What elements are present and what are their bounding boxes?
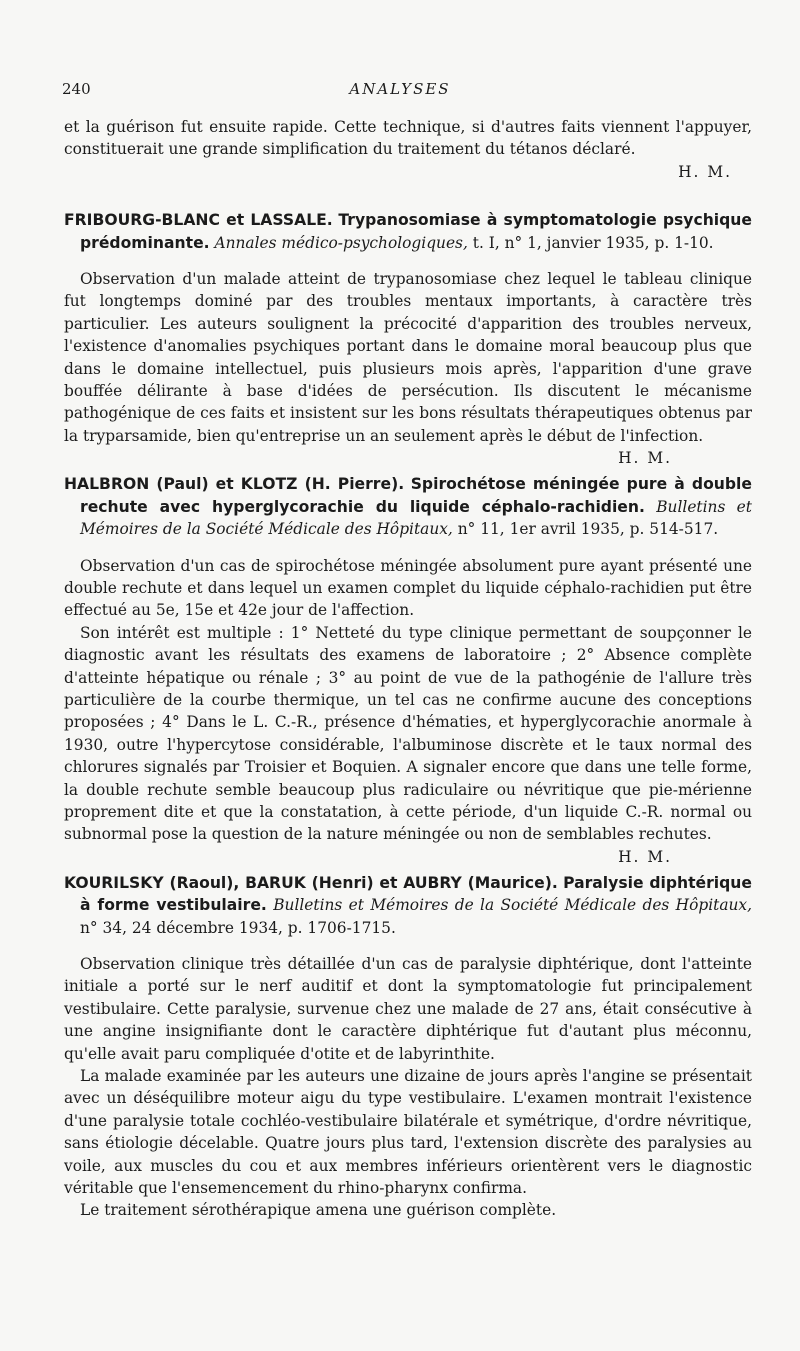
- entry-journal: Annales médico-psychologiques,: [214, 233, 468, 252]
- entry-authors: HALBRON (Paul) et KLOTZ (H. Pierre).: [64, 475, 405, 494]
- entry-reference: n° 34, 24 décembre 1934, p. 1706-1715.: [80, 918, 396, 937]
- entry-authors: FRIBOURG-BLANC et LASSALE.: [64, 211, 333, 230]
- entry-heading: [64, 872, 752, 939]
- entry-paragraph: Observation d'un malade atteint de trypanosomiase chez lequel le tableau clinique fut longtemps dominé par des troubles mentaux importants, à caractère très particulier. Les auteurs soulignent la précocité d'apparition des troubles nerveux, l'existence d'anomalies psychiques portant dans le domaine moral beaucoup plus que dans le domaine intellectuel, puis plusieurs mois après, l'apparition d'une grave bouffée délirante à base d'idées de persécution. Ils discutent le mécanisme pathogénique de ces faits et insistent sur les bons résultats thérapeutiques obtenus par la tryparsamide, bien qu'entreprise un an seulement après le début de l'infection. H. M.: [64, 268, 752, 447]
- running-title: ANALYSES: [349, 80, 451, 98]
- entry-reference: t. I, n° 1, janvier 1935, p. 1-10.: [472, 233, 714, 252]
- entry-signature: H. M.: [618, 847, 672, 866]
- entry-title: Trypanosomiase à symptomatologie psychique prédominante.: [80, 211, 752, 252]
- entry-paragraph: Observation clinique très détaillée d'un cas de paralysie diphtérique, dont l'atteinte initiale a porté sur le nerf auditif et dont la symptomatologie fut principalement vestibulaire. Cette paralysie, survenue chez une malade de 27 ans, était consécutive à une angine insignifiante dont le caractère diphtérique fut d'autant plus méconnu, qu'elle avait paru compliquée d'otite et de labyrinthite.: [64, 955, 752, 1063]
- entry-journal: Bulletins et Mémoires de la Société Médicale des Hôpitaux,: [273, 896, 752, 915]
- entry-authors: KOURILSKY (Raoul), BARUK (Henri) et AUBRY (Maurice).: [64, 873, 558, 892]
- entry-journal: Bulletins et Mémoires de la Société Médicale des Hôpitaux,: [80, 497, 752, 539]
- entry-title: Paralysie diphtérique à forme vestibulaire.: [80, 873, 752, 915]
- entry-body: [64, 953, 752, 1222]
- entry-title: Spirochétose méningée pure à double rechute avec hyperglycorachie du liquide céphalo-rachidien.: [80, 475, 752, 516]
- intro-paragraph: et la guérison fut ensuite rapide. Cette technique, si d'autres faits viennent l'appuyer, constituerait une grande simplification du traitement du tétanos déclaré.: [64, 118, 752, 159]
- page-number: 240: [62, 80, 91, 98]
- entry-paragraph: Observation d'un cas de spirochétose méningée absolument pure ayant présenté une double rechute et dans lequel un examen complet du liquide céphalo-rachidien put être effectué au 5e, 15e et 42e jour de l'affection.: [64, 556, 752, 620]
- entry-heading: [64, 473, 752, 540]
- entry-paragraph: Le traitement sérothérapique amena une guérison complète.: [80, 1201, 557, 1220]
- entry-heading: [64, 209, 752, 254]
- intro-signature: H. M.: [678, 162, 732, 181]
- entry-signature: H. M.: [618, 449, 672, 468]
- entry-body: [64, 555, 752, 866]
- entry-reference: n° 11, 1er avril 1935, p. 514-517.: [457, 520, 719, 539]
- entry-paragraph: La malade examinée par les auteurs une dizaine de jours après l'angine se présentait avec un déséquilibre moteur aigu du type vestibulaire. L'examen montrait l'existence d'une paralysie totale cochléo-vestibulaire bilatérale et symétrique, d'ordre névritique, sans étiologie décelable. Quatre jours plus tard, l'extension discrète des paralysies au voile, aux muscles du cou et aux membres inférieurs orientèrent vers le diagnostic véritable que l'ensemencement du rhino-pharynx confirma.: [64, 1067, 752, 1198]
- entry-paragraph: Son intérêt est multiple : 1° Netteté du type clinique permettant de soupçonner le diagnostic avant les résultats des examens de laboratoire ; 2° Absence complète d'atteinte hépatique ou rénale ; 3° au point de vue de la pathogénie de l'allure très particulière de la courbe thermique, un tel cas ne confirme aucune des conceptions proposées ; 4° Dans le L. C.-R., présence d'hématies, et hyperglycorachie anormale à 1930, outre l'hypercytose considérable, l'albuminose discrète et le taux normal des chlorures signalés par Troisier et Boquien. A signaler encore que dans une telle forme, la double rechute semble beaucoup plus radiculaire ou névritique que pie-mérienne proprement dite et que la constatation, à cette période, d'un liquide C.-R. normal ou subnormal pose la question de la nature méningée ou non de semblables rechutes. H. M.: [64, 622, 752, 846]
- article-body: [64, 116, 752, 1222]
- entry-body: [64, 268, 752, 468]
